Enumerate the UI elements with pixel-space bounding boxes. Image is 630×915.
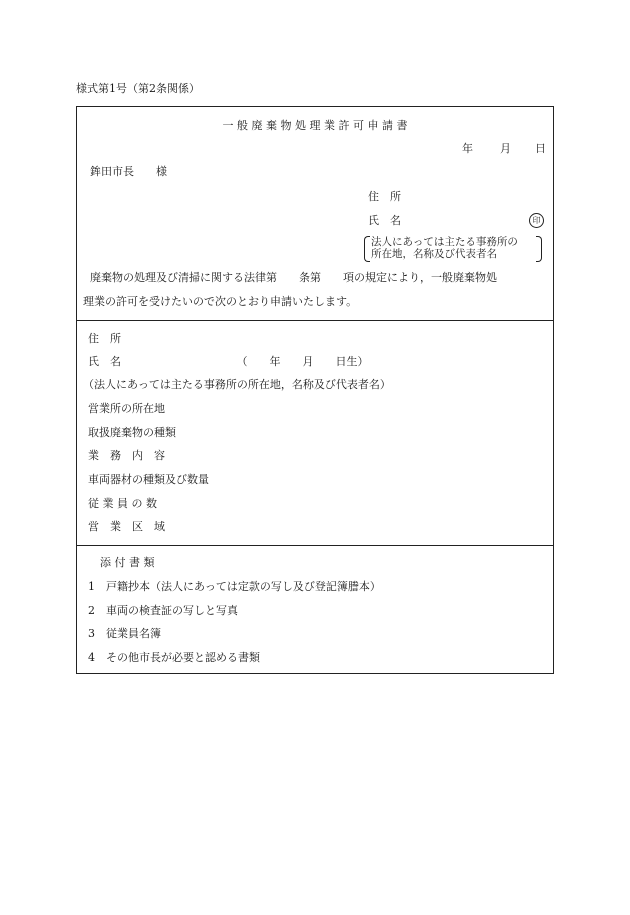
- addressee: 鉾田市長 様: [90, 165, 167, 178]
- detail-waste-types: 取扱廃棄物の種類: [88, 426, 176, 439]
- detail-corporate-note: （法人にあっては主たる事務所の所在地，名称及び代表者名）: [83, 378, 391, 391]
- date-month-label: 月: [500, 142, 511, 155]
- attachment-item-2: 2 車両の検査証の写しと写真: [88, 604, 238, 617]
- detail-vehicles: 車両器材の種類及び数量: [88, 473, 209, 486]
- attachments-heading: 添 付 書 類: [100, 556, 155, 569]
- date-day-label: 日: [535, 142, 546, 155]
- seal-mark: 印: [529, 213, 544, 228]
- detail-business-content: 業 務 内 容: [88, 449, 165, 462]
- detail-office-location: 営業所の所在地: [88, 402, 165, 415]
- note-bracket-right: [536, 236, 542, 262]
- attachment-item-3: 3 従業員名簿: [88, 627, 161, 640]
- form-title: 一 般 廃 棄 物 処 理 業 許 可 申 請 書: [222, 119, 408, 132]
- section-divider-2: [76, 545, 554, 546]
- body-text-line1: 廃棄物の処理及び清掃に関する法律第 条第 項の規定により，一般廃棄物処: [90, 271, 497, 284]
- applicant-note-line1: 法人にあっては主たる事務所の: [371, 236, 518, 248]
- applicant-name-label: 氏 名: [368, 214, 401, 227]
- attachment-item-4: 4 その他市長が必要と認める書類: [88, 651, 260, 664]
- form-number: 様式第1号（第2条関係）: [76, 82, 200, 95]
- date-year-label: 年: [462, 142, 473, 155]
- detail-name-birthdate: 氏 名 （ 年 月 日生）: [88, 355, 369, 368]
- applicant-address-label: 住 所: [368, 190, 401, 203]
- note-bracket-left: [364, 236, 370, 262]
- detail-business-area: 営 業 区 域: [88, 520, 165, 533]
- detail-address: 住 所: [88, 332, 121, 345]
- body-text-line2: 理業の許可を受けたいので次のとおり申請いたします。: [83, 295, 358, 308]
- attachment-item-1: 1 戸籍抄本（法人にあっては定款の写し及び登記簿謄本）: [88, 580, 381, 593]
- detail-employee-count: 従 業 員 の 数: [88, 497, 157, 510]
- applicant-note-line2: 所在地，名称及び代表者名: [371, 248, 497, 260]
- section-divider-1: [76, 320, 554, 321]
